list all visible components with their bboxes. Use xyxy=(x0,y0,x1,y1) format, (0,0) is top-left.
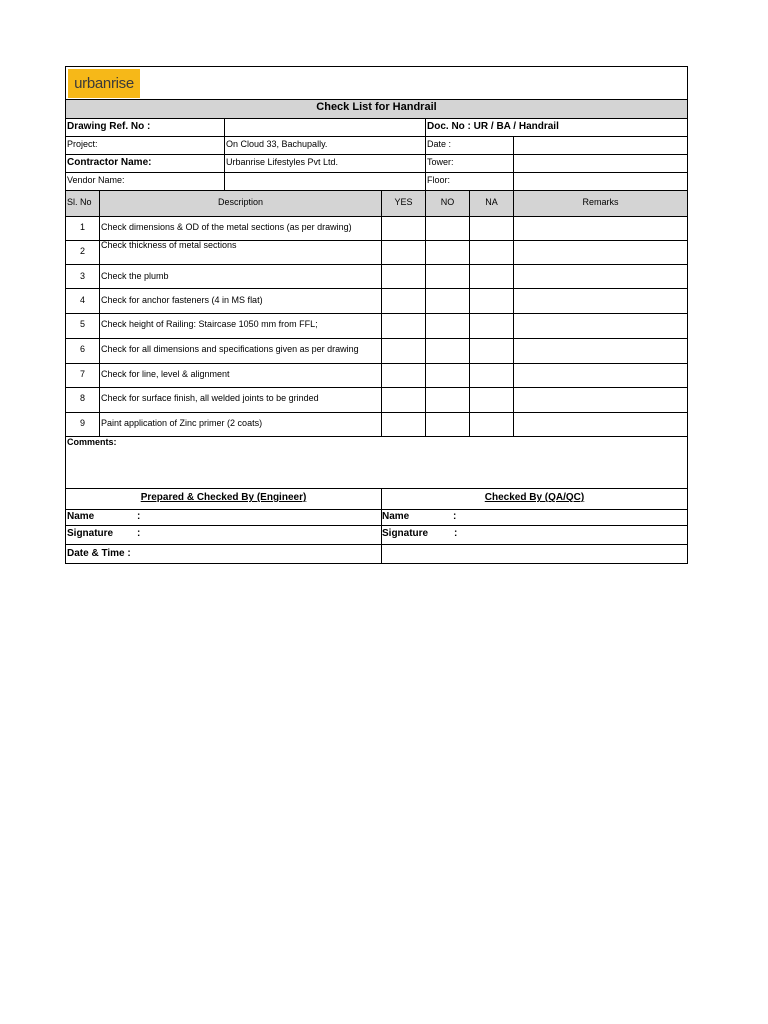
prepared-by-title: Prepared & Checked By (Engineer) xyxy=(140,492,307,503)
row-description: Check height of Railing: Staircase 1050 mm from FFL; xyxy=(101,319,318,329)
row-number: 3 xyxy=(79,271,85,281)
comments-label: Comments: xyxy=(67,437,117,447)
right-name-colon: : xyxy=(453,511,457,522)
row-number: 8 xyxy=(79,393,85,403)
row-number: 9 xyxy=(79,418,85,428)
urbanrise-logo xyxy=(68,69,140,98)
contractor-value: Urbanrise Lifestyles Pvt Ltd. xyxy=(226,157,339,167)
project-label: Project: xyxy=(67,139,98,149)
row-description: Paint application of Zinc primer (2 coats) xyxy=(101,418,263,428)
left-name-label: Name xyxy=(67,511,95,522)
left-signature-colon: : xyxy=(137,528,141,539)
row-number: 1 xyxy=(79,222,85,232)
right-signature-label: Signature xyxy=(382,528,429,539)
row-number: 5 xyxy=(79,319,85,329)
row-description: Check for all dimensions and specifications given as per drawing xyxy=(101,344,359,354)
left-signature-label: Signature xyxy=(67,528,114,539)
row-description: Check the plumb xyxy=(101,271,169,281)
date-label: Date : xyxy=(427,139,452,149)
right-name-label: Name xyxy=(382,511,410,522)
row-number: 4 xyxy=(79,295,85,305)
drawing-ref-label: Drawing Ref. No : xyxy=(67,121,151,132)
page-title: Check List for Handrail xyxy=(316,101,437,113)
right-signature-colon: : xyxy=(454,528,458,539)
column-remarks: Remarks xyxy=(582,197,619,207)
row-number: 2 xyxy=(79,246,85,256)
project-value: On Cloud 33, Bachupally. xyxy=(226,139,328,149)
column-no: NO xyxy=(440,197,455,207)
row-description: Check dimensions & OD of the metal sections (as per drawing) xyxy=(101,222,352,232)
contractor-label: Contractor Name: xyxy=(67,157,152,168)
vendor-label: Vendor Name: xyxy=(67,175,125,185)
row-description: Check thickness of metal sections xyxy=(101,240,237,250)
row-description: Check for surface finish, all welded joints to be grinded xyxy=(101,393,319,403)
logo-text: urbanrise xyxy=(74,75,134,92)
column-description: Description xyxy=(217,197,264,207)
column-na: NA xyxy=(485,197,498,207)
tower-label: Tower: xyxy=(427,157,454,167)
checklist-sheet xyxy=(65,66,688,564)
column-sl-no: Sl. No xyxy=(67,197,92,207)
floor-label: Floor: xyxy=(427,175,451,185)
date-time-label: Date & Time : xyxy=(67,548,131,559)
row-number: 6 xyxy=(79,344,85,354)
column-yes: YES xyxy=(394,197,413,207)
row-number: 7 xyxy=(79,369,85,379)
left-name-colon: : xyxy=(137,511,141,522)
row-description: Check for line, level & alignment xyxy=(101,369,230,379)
checked-by-title: Checked By (QA/QC) xyxy=(484,492,585,503)
row-description: Check for anchor fasteners (4 in MS flat) xyxy=(101,295,263,305)
doc-no: Doc. No : UR / BA / Handrail xyxy=(427,121,559,132)
